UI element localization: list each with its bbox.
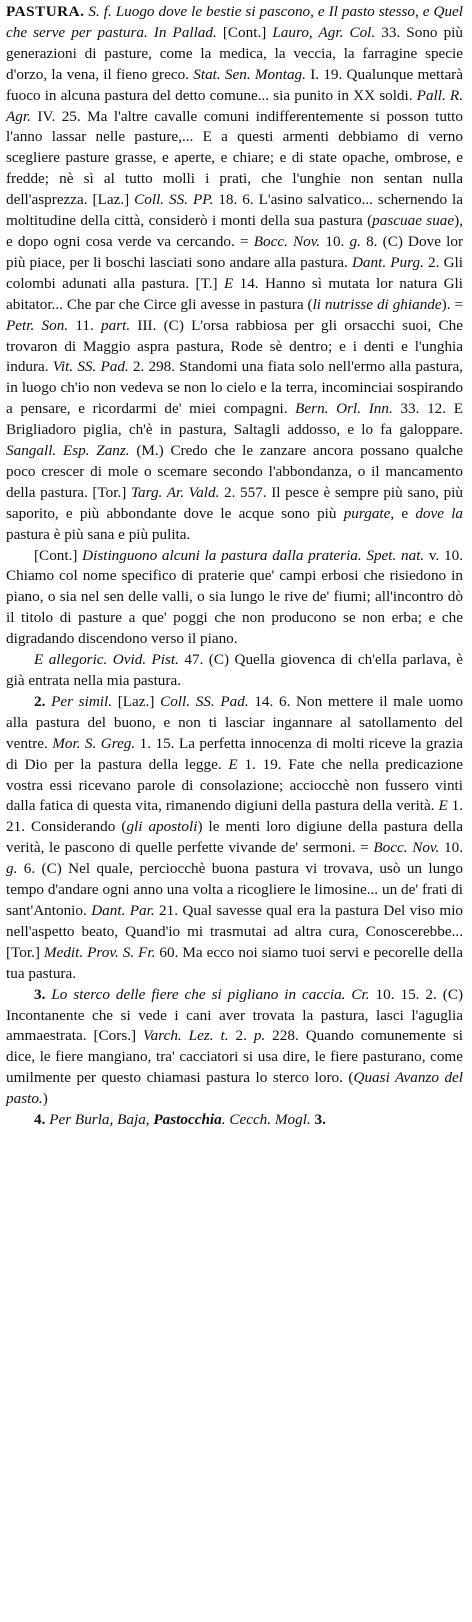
- entry-paragraph-p1: [6, 2, 463, 546]
- italic-run: Pastocchia: [153, 1111, 222, 1129]
- text-run: pastura è più sana e più pulita.: [6, 525, 191, 543]
- text-run: 8. (C) Dove lor più piace, per li boschi lasciati sono andare alla pastura.: [6, 232, 463, 271]
- italic-run: Stat. Sen. Montag.: [193, 65, 306, 83]
- text-run: (M.) Credo che le zanzare ancora possano qualche poco crescer di mole o scemare secondo l'abbondanza, o il mancamento della pastura. [Tor.]: [6, 442, 463, 501]
- text-run: 1. 15. La perfetta innocenza di molti riceve la grazia di Dio per la pastura della legge.: [6, 734, 463, 773]
- italic-run: Per simil.: [51, 692, 113, 710]
- text-run: 60. Ma ecco noi siamo tuoi servi e pecorelle della tua pastura.: [6, 943, 463, 982]
- sense-number: 2.: [34, 692, 52, 710]
- italic-run: E: [228, 755, 238, 773]
- text-run: 1. 21. Considerando (: [6, 797, 463, 836]
- entry-paragraph-p5: [6, 985, 463, 1110]
- text-run: 11.: [68, 316, 102, 334]
- italic-run: Bern. Orl. Inn.: [295, 400, 393, 418]
- text-run: 14. 6. Non mettere il male uomo alla pastura del buono, e non ti lasciar ingannare al satollamento del ventre.: [6, 692, 464, 752]
- text-run: 33. Sono più generazioni di pasture, come la medica, la veccia, la farragine specie d'orzo, la vena, il fieno greco.: [6, 23, 463, 83]
- italic-run: Distinguono alcuni la pastura dalla prateria. Spet. nat.: [82, 546, 425, 564]
- italic-run: Targ. Ar. Vald.: [130, 483, 220, 501]
- italic-run: purgate: [343, 504, 391, 522]
- italic-run: p.: [253, 1027, 266, 1045]
- italic-run: Coll. SS. Pad.: [160, 692, 249, 710]
- text-run: ) le menti loro digiune della pastura della verità, le pascono di quelle perfette vivande de' sermoni. =: [6, 818, 464, 857]
- italic-run: Pall. R. Agr.: [6, 86, 463, 125]
- entry-paragraph-p3: [6, 650, 463, 692]
- text-run: ): [42, 1090, 48, 1108]
- text-run: 1. 19. Fate che nella predicazione vostra essi ricevano parole di consolazione; acciocchè non fussero vinti dalla fatica di questa vita, rimanendo digiuni della pastura della verità.: [6, 755, 463, 815]
- text-run: 21. Qual savesse qual era la pastura Del viso mio nell'aspetto beato, Quand'io mi trasmutai ad altra cura, Conoscerebbe... [Tor.]: [6, 901, 464, 961]
- text-run: [Cont.]: [34, 546, 83, 564]
- sense-number: 3.: [34, 985, 52, 1003]
- italic-run: Medit. Prov. S. Fr.: [43, 943, 156, 961]
- text-run: 6. (C) Nel quale, perciocchè buona pastura vi trovava, usò un lungo tempo d'andare ogni anno una volta a ricogliere le limosine... un de' frati di sant'Antonio.: [6, 860, 463, 919]
- italic-run: Petr. Son.: [6, 316, 69, 334]
- italic-run: S. f. Luogo dove le bestie si pascono, e Il pasto stesso, e Quel che serve per pastura. In Pallad.: [6, 3, 463, 41]
- text-run: 228. Quando comunemente si dice, le fiere mangiano, tra' cacciatori si usa dire, le fiere pasturano, come umilmente per questo chiamasi pastura lo sterco loro. (: [6, 1027, 464, 1087]
- italic-run: Per Burla, Baja,: [49, 1111, 154, 1129]
- italic-run: Bocc. Nov.: [373, 839, 440, 857]
- text-run: I. 19. Qualunque mettarà fuoco in alcuna pastura del detto comune... sia punito in XX soldi.: [6, 65, 463, 104]
- entry-paragraph-p6: [6, 1110, 463, 1131]
- text-run: 2.: [228, 1027, 254, 1045]
- text-run: v. 10. Chiamo col nome specifico di praterie que' campi erbosi che risiedono in piano, o sia nel sen delle valli, o sia lungo le rive de' fiumi; all'incontro dò il titolo di pasture a que' poggi che non producono se non erba; e che digradando discendono verso il piano.: [6, 546, 463, 648]
- italic-run: Varch. Lez. t.: [143, 1027, 229, 1045]
- italic-run: Sangall. Esp. Zanz.: [6, 442, 130, 460]
- italic-run: Mor. S. Greg.: [52, 734, 136, 752]
- text-run: 10.: [439, 839, 463, 857]
- text-run: III. (C) L'orsa rabbiosa per gli orsacchi suoi, Che trovaron di Maggio aspra pastura, Rode sè dentro; e i denti e l'unghia indura.: [6, 316, 464, 376]
- italic-run: Dant. Purg.: [351, 253, 424, 271]
- italic-run: E: [438, 797, 448, 815]
- italic-run: part.: [101, 316, 131, 334]
- text-run: 2. 557. Il pesce è sempre più sano, più saporito, e più abbondante dove le acque sono più: [6, 483, 463, 522]
- italic-run: Vit. SS. Pad.: [52, 358, 129, 376]
- italic-run: g.: [349, 232, 361, 250]
- italic-run: dove la: [415, 504, 464, 522]
- italic-run: Cecch. Mogl.: [229, 1111, 311, 1129]
- text-run: 18. 6. L'asino salvatico... schernendo la moltitudine della città, considerò i monti della sua pastura (: [6, 191, 463, 230]
- text-run: [Cont.]: [216, 23, 273, 41]
- italic-run: E allegoric. Ovid. Pist.: [34, 651, 179, 669]
- italic-run: Dant. Par.: [91, 901, 155, 919]
- headword: PASTURA.: [6, 3, 85, 20]
- text-run: 2. Gli colombi adunati alla pastura. [T.]: [6, 253, 463, 292]
- italic-run: Coll. SS. PP.: [134, 191, 214, 209]
- text-run: IV. 25. Ma l'altre cavalle comuni indifferentemente si posson tutto l'anno lassar nelle pasture,... E a questi armenti debbiamo di verno scegliere pasture grasse, e aperte, e chiare; e di state opache, ombrose, e fredde; nè sì al tutto molli i prati, che l'unghie non sentan nulla dell'asprezza. [Laz.]: [6, 107, 463, 209]
- text-run: 2. 298. Standomi una fiata solo nell'ermo alla pastura, in luogo ch'io non vedeva se non lo cielo e la terra, incominciai sospirando a pensare, e ricordarmi de' miei compagni.: [6, 358, 463, 418]
- italic-run: Lo sterco delle fiere che si pigliano in caccia. Cr.: [51, 985, 370, 1003]
- italic-run: li nutrisse di ghiande: [312, 295, 442, 313]
- sense-number: 4.: [34, 1111, 50, 1129]
- entry-paragraph-p4: [6, 692, 463, 985]
- text-run: 10. 15. 2. (C) Incontanente che si vede i cani aver trovata la pastura, lasci l'aguglia ammaestrata. [Cors.]: [6, 985, 464, 1045]
- text-run: [Laz.]: [112, 692, 161, 710]
- dictionary-entry-pastura: [6, 2, 463, 1131]
- text-run: ). =: [441, 295, 464, 313]
- italic-run: .: [221, 1111, 230, 1129]
- text-run: 47. (C) Quella giovenca di ch'ella parlava, è già entrata nella mia pastura.: [6, 651, 463, 689]
- text-run: , e: [390, 504, 416, 522]
- text-run: 33. 12. E Brigliadoro piglia, ch'è in pastura, Saltagli addosso, e lo fa galoppare.: [6, 400, 463, 439]
- entry-paragraph-p2: [6, 546, 463, 651]
- text-run: ), e dopo ogni cosa verde va cercando. =: [6, 212, 464, 250]
- italic-run: Lauro, Agr. Col.: [272, 23, 376, 41]
- italic-run: Quasi Avanzo del pasto.: [6, 1069, 464, 1108]
- text-run: 14. Hanno sì mutata lor natura Gli abitator... Che par che Circe gli avesse in pastura (: [6, 274, 463, 313]
- italic-run: gli apostoli: [126, 818, 198, 836]
- italic-run: pascuae suae: [372, 212, 455, 230]
- text-run: 10.: [320, 232, 350, 250]
- italic-run: Bocc. Nov.: [253, 232, 321, 250]
- italic-run: g.: [6, 860, 18, 878]
- sense-number: 3.: [310, 1111, 326, 1129]
- italic-run: E: [223, 274, 234, 292]
